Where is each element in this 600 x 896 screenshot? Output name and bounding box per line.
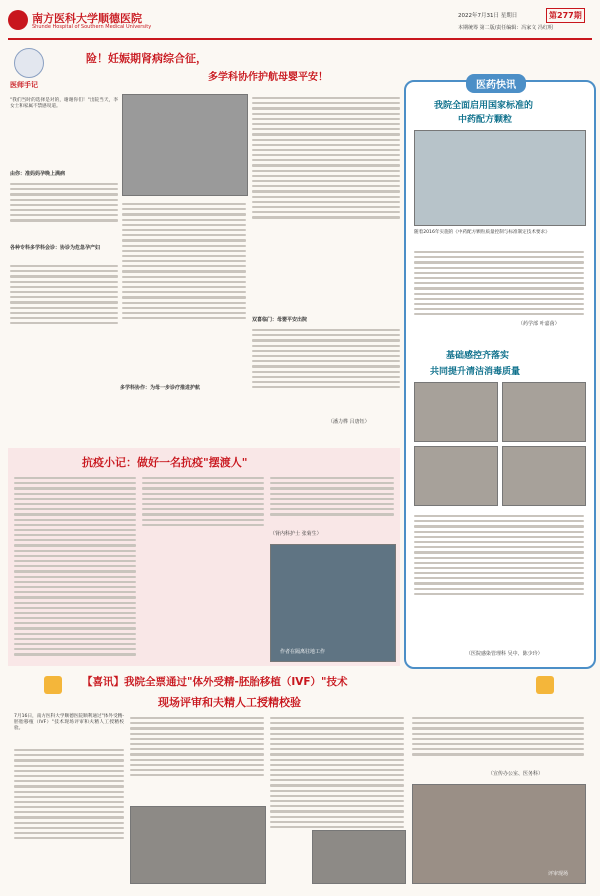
ivf-photo-2 [312, 830, 406, 884]
issue-number: 第277期 [546, 8, 585, 23]
pharmacy-lead: 随着2016年实施的《中药配方颗粒质量控制与标准制定技术要求》 [414, 230, 550, 235]
party-popper-icon [44, 676, 62, 694]
ivf-col4-text [412, 714, 584, 759]
doctor-notes-subhead-3: 多学科协作：为母一步诊疗推进护航 [120, 385, 201, 391]
doctor-notes-col3-text [252, 94, 400, 222]
infection-text [414, 512, 584, 598]
infection-photo-4 [502, 446, 586, 506]
ivf-col2-text [130, 714, 264, 779]
ivf-lead: 7月16日，南方医科大学顺德医院顺利通过"体外受精-胚胎移植（IVF）"技术现场评审和夫精人工授精校验。 [14, 714, 124, 732]
editor-line: 本期统筹 第二版/责任编辑：冯家文 冯红明 [458, 25, 553, 31]
hospital-logo-icon [8, 10, 28, 30]
ivf-section [8, 670, 592, 888]
anti-epidemic-col3-text [270, 474, 394, 519]
pharmacy-headline-2: 中药配方颗粒 [458, 115, 513, 125]
infection-author: （医院感染管理科 吴中、陈少玲） [466, 651, 543, 657]
doctor-notes-lead: "我们当时的选择是对的，谢谢你们！"出院当天，李女士和家属不禁感叹道。 [10, 98, 118, 110]
infection-headline-1: 基础感控齐落实 [446, 351, 510, 361]
ivf-author: （宣传办公室、医务科） [488, 771, 544, 777]
doctor-notes-subhead-1: 由你：准妈妈孕晚上满病 [10, 171, 66, 177]
ivf-headline-2: 现场评审和夫精人工授精校验 [158, 696, 301, 709]
ivf-photo-1 [130, 806, 266, 884]
doctor-notes-headline-2: 多学科协作护航母婴平安！ [208, 72, 328, 83]
anti-epidemic-headline: 抗疫小记：做好一名抗疫"摆渡人" [82, 456, 248, 469]
issue-date: 2022年7月31日 星期日 [458, 13, 518, 19]
doctor-notes-label: 医师手记 [10, 81, 38, 89]
doctor-notes-col3-text-2 [252, 326, 400, 391]
anti-epidemic-col1-text [14, 474, 136, 659]
infection-photo-1 [414, 382, 498, 442]
hospital-name-en: Shunde Hospital of Southern Medical University [32, 24, 152, 30]
masthead [8, 8, 592, 38]
doctor-notes-col2-text [122, 200, 246, 322]
doctor-notes-headline-1: 险！妊娠期肾病综合征， [86, 52, 207, 65]
anti-epidemic-col2-text [142, 474, 264, 529]
party-popper-icon-right [536, 676, 554, 694]
doctor-team-photo [122, 94, 248, 196]
doctor-avatar-icon [14, 48, 44, 78]
pharmacy-headline-1: 我院全面启用国家标准的 [434, 101, 534, 111]
doctor-notes-subhead-2: 各种专科多学科会诊：协诊为危急孕产妇 [10, 245, 101, 251]
doctor-notes-subhead-4: 双喜临门：母婴平安出院 [252, 317, 308, 323]
doctor-notes-author: （潘力桦 吕唐钰） [328, 419, 370, 425]
pharmacy-author: （药学部 叶嘉茵） [518, 321, 560, 327]
anti-epidemic-photo [270, 544, 396, 662]
doctor-notes-section [8, 44, 406, 444]
ivf-photo-3 [412, 784, 586, 884]
ivf-headline-1: 【喜讯】我院全票通过"体外受精-胚胎移植（IVF）"技术 [82, 676, 348, 688]
pharmacy-panel [404, 80, 596, 669]
anti-epidemic-author: （肾内科护士 张菊生） [270, 531, 322, 537]
pharmacy-banner: 医药快讯 [466, 74, 526, 93]
ivf-col1-text [14, 746, 124, 842]
anti-epidemic-section [8, 448, 400, 666]
infection-photo-3 [414, 446, 498, 506]
anti-epidemic-photo-caption: 作者在隔离驻地工作 [280, 649, 326, 655]
infection-headline-2: 共同提升清洁消毒质量 [430, 367, 521, 377]
pharmacy-photo [414, 130, 586, 226]
ivf-photo-caption: 评审现场 [548, 871, 569, 877]
pharmacy-text [414, 248, 584, 318]
ivf-col3-text [270, 714, 404, 831]
doctor-notes-col1-text-2 [10, 262, 118, 327]
hospital-name: 南方医科大学顺德医院 [32, 12, 142, 25]
doctor-notes-col1-text [10, 180, 118, 225]
masthead-divider [8, 38, 592, 40]
infection-photo-2 [502, 382, 586, 442]
